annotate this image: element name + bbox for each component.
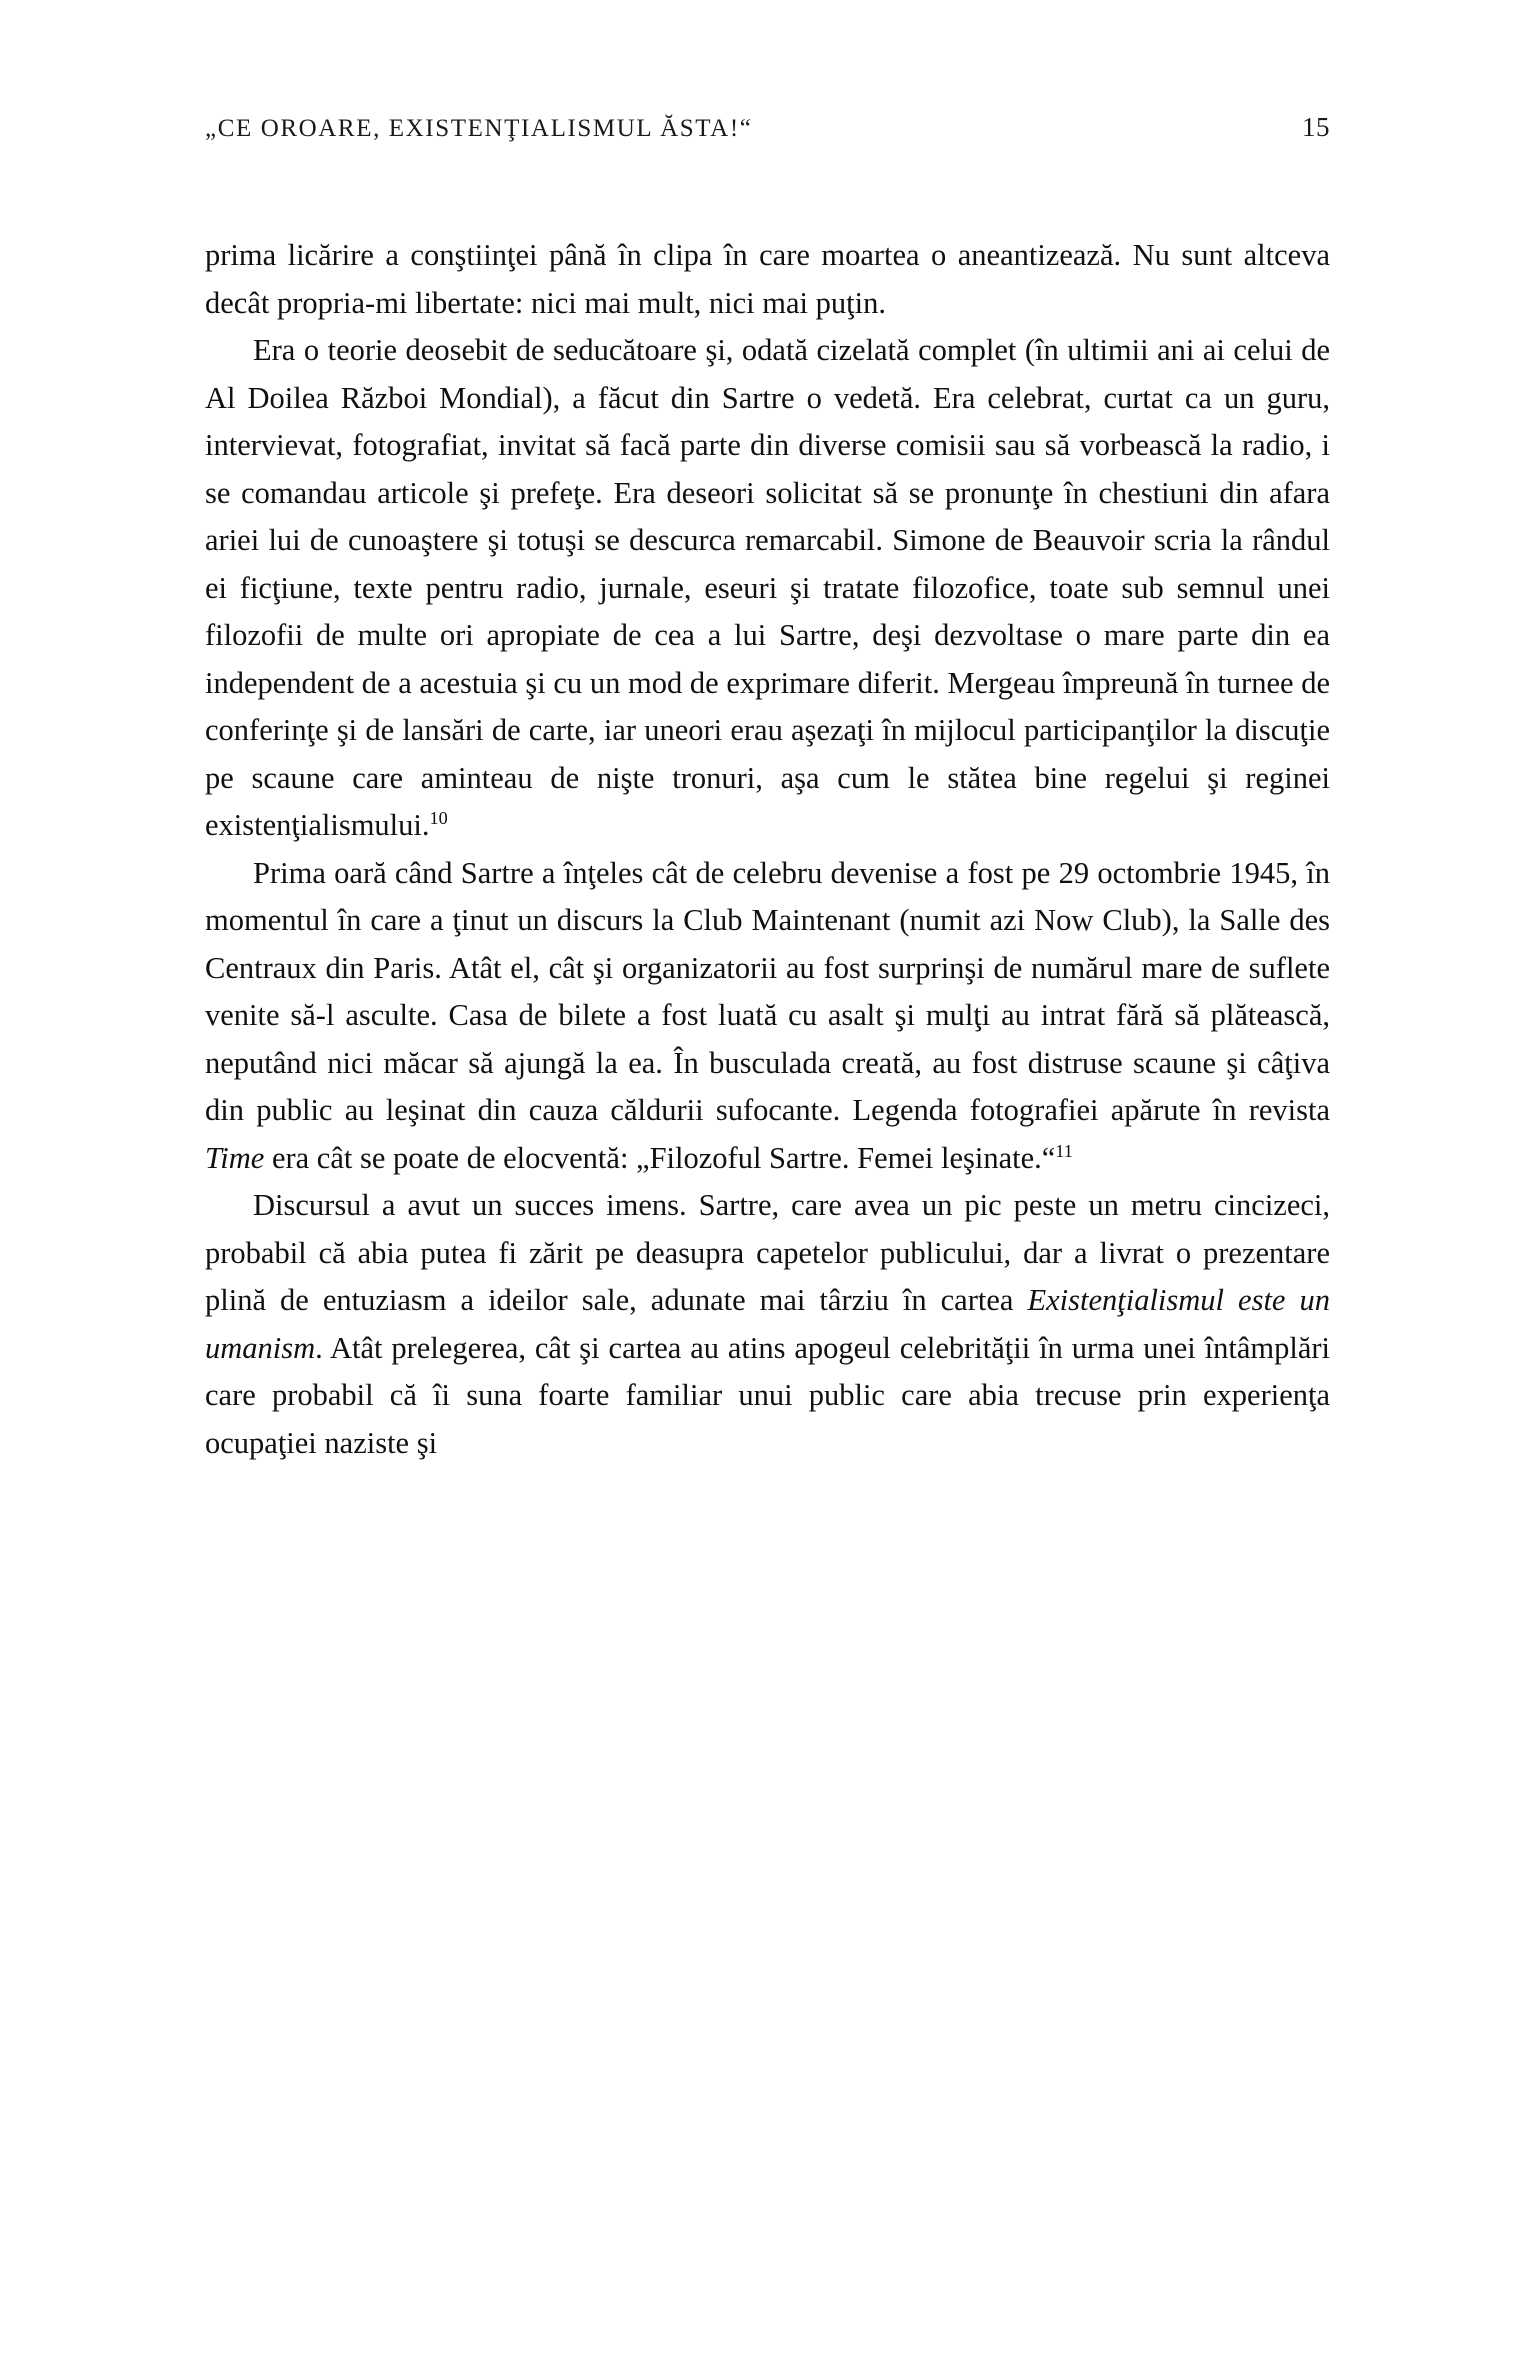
running-title: „CE OROARE, EXISTENŢIALISMUL ĂSTA!“ [205,115,753,142]
paragraph [205,327,1330,850]
text-run: Prima oară când Sartre a înţeles cât de celebru devenise a fost pe 29 octombrie 1945, în momentul în care a ţinut un discurs la Club Maintenant (numit azi Now Club), la Salle des Centraux din Paris. Atât el, cât şi organizatorii au fost surprinşi de numărul mare de suflete venite să-l asculte. Casa de bilete a fost luată cu asalt şi mulţi au intrat fără să plătească, neputând nici măcar să ajungă la ea. În busculada creată, au fost distruse scaune şi câţiva din public au leşinat din cauza căldurii sufocante. Legenda fotografiei apărute în revista [205,855,1330,1127]
paragraph [205,1182,1330,1467]
italic-title: Time [205,1140,265,1175]
paragraph [205,850,1330,1183]
footnote-marker: 10 [429,807,448,828]
text-run: prima licărire a conştiinţei până în clipa în care moartea o aneantizează. Nu sunt altceva decât propria-mi libertate: nici mai mult, nici mai puţin. [205,238,1330,320]
italic-title: Existenţialismul este un umanism [205,1283,1330,1365]
footnote-marker: 11 [1055,1140,1073,1161]
body-text [205,232,1330,1467]
text-run: Discursul a avut un succes imens. Sartre, care avea un pic peste un metru cincizeci, probabil că abia putea fi zărit pe deasupra capetelor publicului, dar a livrat o prezentare plină de entuziasm a ideilor sale, adunate mai târziu în cartea [205,1188,1330,1317]
text-run: . Atât prelegerea, cât şi cartea au atins apogeul celebrităţii în urma unei întâmplări care probabil că îi suna foarte familiar unui public care abia trecuse prin experienţa ocupaţiei naziste şi [205,1330,1330,1460]
page-number: 15 [1302,112,1330,142]
paragraph [205,232,1330,327]
text-run: Era o teorie deosebit de seducătoare şi, odată cizelată complet (în ultimii ani ai celui de Al Doilea Război Mondial), a făcut din Sartre o vedetă. Era celebrat, curtat ca un guru, intervievat, fotografiat, invitat să facă parte din diverse comisii sau să vorbească la radio, i se comandau articole şi prefeţe. Era deseori solicitat să se pronunţe în chestiuni din afara ariei lui de cunoaştere şi totuşi se descurca remarcabil. Simone de Beauvoir scria la rândul ei ficţiune, texte pentru radio, jurnale, eseuri şi tratate filozofice, toate sub semnul unei filozofii de multe ori apropiate de cea a lui Sartre, deşi dezvoltase o mare parte din ea independent de a acestuia şi cu un mod de exprimare diferit. Mergeau împreună în turnee de conferinţe şi de lansări de carte, iar uneori erau aşezaţi în mijlocul participanţilor la discuţie pe scaune care aminteau de nişte tronuri, aşa cum le stătea bine regelui şi reginei existenţialismului. [205,333,1330,842]
text-run: era cât se poate de elocventă: „Filozoful Sartre. Femei leşinate.“ [264,1140,1056,1175]
running-head [205,112,1330,143]
